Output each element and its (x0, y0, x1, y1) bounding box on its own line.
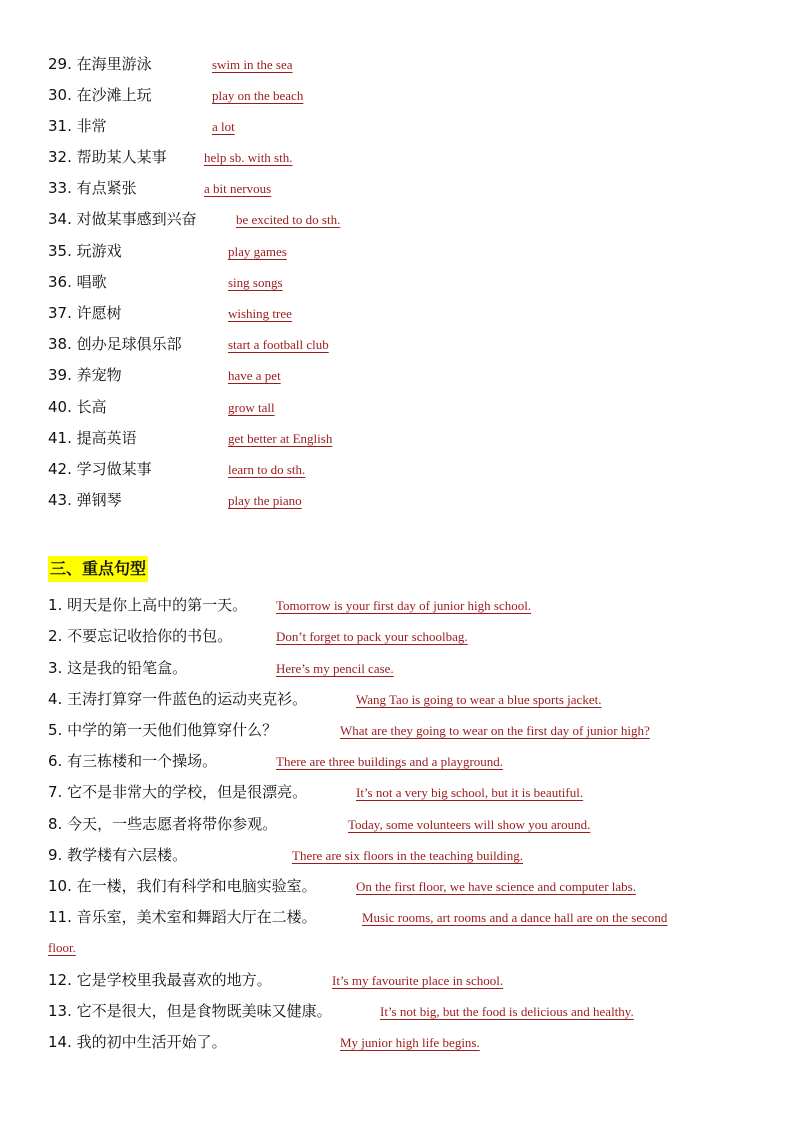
phrase-english: help sb. with sth. (204, 150, 293, 165)
phrase-chinese: 42. 学习做某事 (48, 460, 152, 478)
sentence-english: On the first floor, we have science and computer labs. (356, 879, 636, 894)
phrase-english: grow tall (228, 400, 275, 415)
phrase-english: play on the beach (212, 88, 304, 103)
phrase-chinese: 39. 养宠物 (48, 366, 122, 384)
phrase-chinese: 33. 有点紧张 (48, 179, 137, 197)
phrase-english: play the piano (228, 493, 302, 508)
phrase-english: sing songs (228, 275, 283, 290)
phrase-english: swim in the sea (212, 57, 293, 72)
phrase-english: learn to do sth. (228, 462, 306, 477)
sentence-chinese: 11. 音乐室，美术室和舞蹈大厅在二楼。 (48, 908, 317, 926)
sentence-chinese: 14. 我的初中生活开始了。 (48, 1033, 227, 1051)
phrase-chinese: 34. 对做某事感到兴奋 (48, 210, 197, 228)
sentence-chinese: 7. 它不是非常大的学校，但是很漂亮。 (48, 783, 308, 801)
sentence-chinese: 1. 明天是你上高中的第一天。 (48, 596, 248, 614)
phrase-english: a lot (212, 119, 235, 134)
sentence-english-continuation: floor. (48, 940, 76, 955)
sentence-english: What are they going to wear on the first day of junior high? (340, 723, 650, 738)
sentence-chinese: 9. 教学楼有六层楼。 (48, 846, 188, 864)
sentence-chinese: 8. 今天，一些志愿者将带你参观。 (48, 815, 278, 833)
phrase-english: get better at English (228, 431, 333, 446)
phrase-english: be excited to do sth. (236, 212, 341, 227)
sentence-english: Wang Tao is going to wear a blue sports jacket. (356, 692, 602, 707)
sentence-chinese: 12. 它是学校里我最喜欢的地方。 (48, 971, 272, 989)
sentence-english: Tomorrow is your first day of junior high school. (276, 598, 532, 613)
section-heading: 三、重点句型 (48, 556, 148, 582)
sentence-chinese: 2. 不要忘记收拾你的书包。 (48, 627, 233, 645)
phrase-chinese: 29. 在海里游泳 (48, 55, 152, 73)
phrase-english: start a football club (228, 337, 329, 352)
sentence-english: It’s not a very big school, but it is beautiful. (356, 785, 584, 800)
phrase-chinese: 37. 许愿树 (48, 304, 122, 322)
phrase-chinese: 31. 非常 (48, 117, 107, 135)
sentence-english: My junior high life begins. (340, 1035, 480, 1050)
sentence-english: There are three buildings and a playground. (276, 754, 504, 769)
phrase-english: wishing tree (228, 306, 292, 321)
sentence-chinese: 4. 王涛打算穿一件蓝色的运动夹克衫。 (48, 690, 308, 708)
sentence-english: Don’t forget to pack your schoolbag. (276, 629, 468, 644)
phrase-chinese: 32. 帮助某人某事 (48, 148, 167, 166)
phrase-chinese: 38. 创办足球俱乐部 (48, 335, 182, 353)
phrase-english: a bit nervous (204, 181, 272, 196)
phrase-english: play games (228, 244, 287, 259)
phrase-chinese: 40. 长高 (48, 398, 107, 416)
phrase-chinese: 41. 提高英语 (48, 429, 137, 447)
phrase-english: have a pet (228, 368, 281, 383)
sentence-english: It’s not big, but the food is delicious and healthy. (380, 1004, 634, 1019)
phrase-chinese: 43. 弹钢琴 (48, 491, 122, 509)
sentence-chinese: 10. 在一楼，我们有科学和电脑实验室。 (48, 877, 317, 895)
sentence-chinese: 3. 这是我的铅笔盒。 (48, 659, 188, 677)
sentence-english: It’s my favourite place in school. (332, 973, 504, 988)
sentence-chinese: 5. 中学的第一天他们他算穿什么？ (48, 721, 278, 739)
sentence-english: There are six floors in the teaching building. (292, 848, 524, 863)
sentence-english: Today, some volunteers will show you around. (348, 817, 591, 832)
phrase-chinese: 36. 唱歌 (48, 273, 107, 291)
sentence-english: Music rooms, art rooms and a dance hall are on the second (362, 910, 668, 925)
phrase-chinese: 30. 在沙滩上玩 (48, 86, 152, 104)
sentence-english: Here’s my pencil case. (276, 661, 394, 676)
sentence-chinese: 13. 它不是很大，但是食物既美味又健康。 (48, 1002, 332, 1020)
sentence-chinese: 6. 有三栋楼和一个操场。 (48, 752, 218, 770)
phrase-chinese: 35. 玩游戏 (48, 242, 122, 260)
